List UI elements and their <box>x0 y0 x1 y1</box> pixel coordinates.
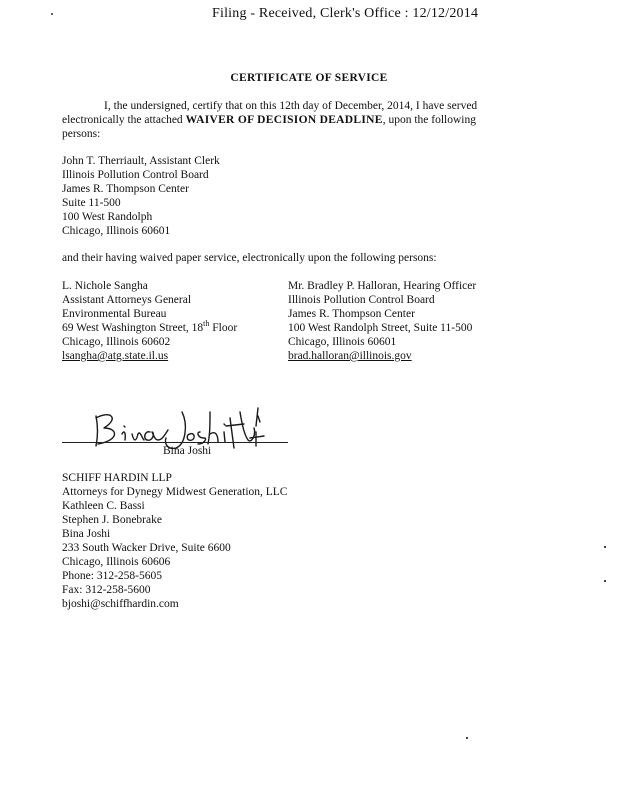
recipient-city: Chicago, Illinois 60602 <box>62 336 171 348</box>
firm-role: Attorneys for Dynegy Midwest Generation, LLC <box>62 486 288 498</box>
firm-email[interactable]: bjoshi@schiffhardin.com <box>62 598 179 610</box>
signer-printed-name: Bina Joshi <box>163 445 212 457</box>
primary-recipient-address <box>62 154 220 238</box>
recipient-email-link[interactable]: brad.halloran@illinois.gov <box>288 350 412 362</box>
left-recipient-address <box>62 279 237 363</box>
firm-signature-block <box>62 471 287 611</box>
intro-text: I, the undersigned, certify that on this 12th day of December, 2014, I have served electronically the attached <box>62 100 478 126</box>
address-line: James R. Thompson Center <box>62 183 189 195</box>
recipient-org: Illinois Pollution Control Board <box>288 294 435 306</box>
firm-name: SCHIFF HARDIN LLP <box>62 472 172 484</box>
recipient-street: 100 West Randolph Street, Suite 11-500 <box>288 322 473 334</box>
address-line: 100 West Randolph <box>62 211 153 223</box>
firm-fax: Fax: 312-258-5600 <box>62 584 151 596</box>
address-line: Chicago, Illinois 60601 <box>62 225 171 237</box>
scan-speck <box>604 546 606 548</box>
scan-speck <box>466 737 468 739</box>
firm-phone: Phone: 312-258-5605 <box>62 570 162 582</box>
recipient-street: 69 West Washington Street, 18th Floor <box>62 319 238 334</box>
recipient-title: Assistant Attorneys General <box>62 294 192 306</box>
attorney-name: Stephen J. Bonebrake <box>62 514 162 526</box>
waived-service-line: and their having waived paper service, electronically upon the following persons: <box>62 252 437 264</box>
document-title: CERTIFICATE OF SERVICE <box>230 72 388 84</box>
certification-paragraph <box>62 99 502 141</box>
recipient-bureau: Environmental Bureau <box>62 308 167 320</box>
address-line: Illinois Pollution Control Board <box>62 169 209 181</box>
attorney-name: Bina Joshi <box>62 528 111 540</box>
scan-speck <box>51 13 53 15</box>
address-line: Suite 11-500 <box>62 197 121 209</box>
signature-line <box>62 442 288 443</box>
firm-city: Chicago, Illinois 60606 <box>62 556 171 568</box>
document-name: WAIVER OF DECISION DEADLINE <box>185 114 383 126</box>
recipient-email-link[interactable]: lsangha@atg.state.il.us <box>62 350 169 362</box>
intro-text-end: , upon the following persons: <box>62 114 476 140</box>
right-recipient-address <box>288 279 476 363</box>
firm-street: 233 South Wacker Drive, Suite 6600 <box>62 542 231 554</box>
recipient-city: Chicago, Illinois 60601 <box>288 336 397 348</box>
recipient-name: Mr. Bradley P. Halloran, Hearing Officer <box>288 280 477 292</box>
filing-stamp: Filing - Received, Clerk's Office : 12/12/2014 <box>212 6 479 21</box>
recipient-name: L. Nichole Sangha <box>62 280 148 292</box>
scan-speck <box>604 580 606 582</box>
recipient-building: James R. Thompson Center <box>288 308 415 320</box>
address-line: John T. Therriault, Assistant Clerk <box>62 155 220 167</box>
attorney-name: Kathleen C. Bassi <box>62 500 145 512</box>
